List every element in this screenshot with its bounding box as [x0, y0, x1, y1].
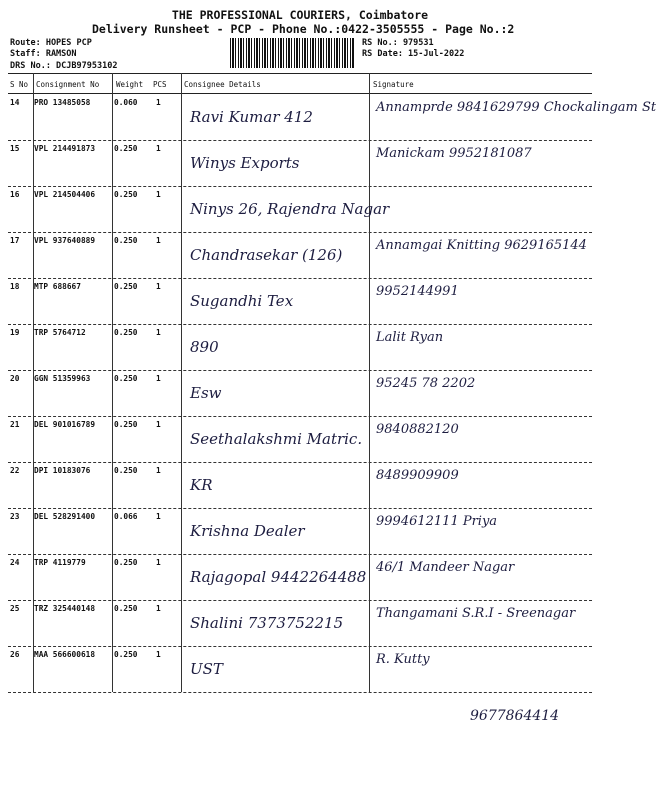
row-consignment-no: DEL 901016789: [34, 420, 96, 429]
row-sno: 18: [10, 282, 20, 291]
table-row: [8, 646, 592, 693]
row-weight: 0.250: [114, 282, 138, 291]
row-pcs: 1: [156, 466, 161, 475]
row-consignee-handwriting: Shalini 7373752215: [190, 614, 344, 632]
row-signature-handwriting: R. Kutty: [376, 652, 430, 667]
runsheet-subtitle: Delivery Runsheet - PCP - Phone No.:0422-3505555 - Page No.:2: [92, 22, 515, 36]
row-consignee-handwriting: Chandrasekar (126): [190, 246, 343, 264]
barcode: [230, 38, 355, 68]
rs-number: RS No.: 979531: [362, 38, 434, 48]
row-weight: 0.250: [114, 650, 138, 659]
row-consignment-no: MTP 688667: [34, 282, 81, 291]
row-consignee-handwriting: Rajagopal 9442264488: [190, 568, 367, 586]
row-consignee-handwriting: Winys Exports: [190, 154, 300, 172]
drs-number: DRS No.: DCJB97953102: [10, 61, 118, 71]
row-sno: 14: [10, 98, 20, 107]
row-sno: 25: [10, 604, 20, 613]
table-row: [8, 462, 592, 509]
table-row: [8, 140, 592, 187]
row-weight: 0.250: [114, 604, 138, 613]
row-pcs: 1: [156, 604, 161, 613]
row-weight: 0.250: [114, 466, 138, 475]
row-pcs: 1: [156, 190, 161, 199]
row-consignment-no: VPL 937640889: [34, 236, 96, 245]
col-consignment: Consignment No: [36, 80, 100, 89]
staff-label: Staff: RAMSON: [10, 49, 77, 59]
table-row: [8, 508, 592, 555]
row-pcs: 1: [156, 236, 161, 245]
table-row: [8, 600, 592, 647]
row-sno: 15: [10, 144, 20, 153]
row-consignee-handwriting: UST: [190, 660, 223, 678]
col-sno: S No: [10, 80, 29, 89]
row-pcs: 1: [156, 558, 161, 567]
row-sno: 16: [10, 190, 20, 199]
row-signature-handwriting: 8489909909: [376, 468, 459, 483]
row-consignee-handwriting: 890: [190, 338, 219, 356]
handwritten-phone: 9677864414: [470, 708, 560, 724]
row-weight: 0.250: [114, 236, 138, 245]
col-weight: Weight: [116, 80, 144, 89]
row-consignee-handwriting: Ravi Kumar 412: [190, 108, 313, 126]
row-signature-handwriting: Thangamani S.R.I - Sreenagar: [376, 606, 576, 621]
row-signature-handwriting: Annamgai Knitting 9629165144: [376, 238, 587, 253]
row-pcs: 1: [156, 374, 161, 383]
row-pcs: 1: [156, 328, 161, 337]
row-sno: 23: [10, 512, 20, 521]
table-row: [8, 416, 592, 463]
row-consignee-handwriting: KR: [190, 476, 213, 494]
row-consignee-handwriting: Krishna Dealer: [190, 522, 305, 540]
row-consignment-no: DEL 528291400: [34, 512, 96, 521]
row-weight: 0.250: [114, 328, 138, 337]
row-signature-handwriting: Annamprde 9841629799 Chockalingam St: [376, 100, 656, 115]
row-weight: 0.066: [114, 512, 138, 521]
row-weight: 0.250: [114, 420, 138, 429]
row-sno: 22: [10, 466, 20, 475]
row-signature-handwriting: Manickam 9952181087: [376, 146, 532, 161]
table-row: [8, 186, 592, 233]
rs-date: RS Date: 15-Jul-2022: [362, 49, 465, 59]
row-consignment-no: PRO 13485058: [34, 98, 91, 107]
table-row: [8, 324, 592, 371]
row-consignment-no: VPL 214504406: [34, 190, 96, 199]
row-pcs: 1: [156, 650, 161, 659]
row-weight: 0.060: [114, 98, 138, 107]
row-signature-handwriting: 9840882120: [376, 422, 459, 437]
row-consignee-handwriting: Seethalakshmi Matric.: [190, 430, 363, 448]
table-row: [8, 278, 592, 325]
row-sno: 20: [10, 374, 20, 383]
row-pcs: 1: [156, 420, 161, 429]
row-consignment-no: MAA 566600618: [34, 650, 96, 659]
row-pcs: 1: [156, 98, 161, 107]
row-consignment-no: GGN 51359963: [34, 374, 91, 383]
row-signature-handwriting: 46/1 Mandeer Nagar: [376, 560, 515, 575]
row-sno: 26: [10, 650, 20, 659]
table-row: [8, 232, 592, 279]
row-weight: 0.250: [114, 558, 138, 567]
row-sno: 17: [10, 236, 20, 245]
row-pcs: 1: [156, 144, 161, 153]
table-row: [8, 370, 592, 417]
row-signature-handwriting: 9952144991: [376, 284, 459, 299]
route-label: Route: HOPES PCP: [10, 38, 92, 48]
row-signature-handwriting: Lalit Ryan: [376, 330, 444, 345]
row-signature-handwriting: 95245 78 2202: [376, 376, 476, 391]
table-row: [8, 554, 592, 601]
row-weight: 0.250: [114, 190, 138, 199]
row-weight: 0.250: [114, 144, 138, 153]
row-sno: 21: [10, 420, 20, 429]
row-pcs: 1: [156, 512, 161, 521]
col-consignee: Consignee Details: [184, 80, 261, 89]
row-consignee-handwriting: Sugandhi Tex: [190, 292, 294, 310]
row-consignment-no: TRP 5764712: [34, 328, 86, 337]
row-sno: 24: [10, 558, 20, 567]
row-consignment-no: VPL 214491873: [34, 144, 96, 153]
col-pcs: PCS: [153, 80, 167, 89]
col-signature: Signature: [373, 80, 414, 89]
company-title: THE PROFESSIONAL COURIERS, Coimbatore: [171, 8, 429, 22]
row-weight: 0.250: [114, 374, 138, 383]
row-consignment-no: TRZ 325440148: [34, 604, 96, 613]
row-consignment-no: TRP 4119779: [34, 558, 86, 567]
table-top-rule: [8, 73, 592, 74]
row-signature-handwriting: 9994612111 Priya: [376, 514, 498, 529]
row-sno: 19: [10, 328, 20, 337]
row-consignment-no: DPI 10183076: [34, 466, 91, 475]
row-pcs: 1: [156, 282, 161, 291]
row-consignee-handwriting: Esw: [190, 384, 222, 402]
row-consignee-handwriting: Ninys 26, Rajendra Nagar: [190, 200, 390, 218]
table-row: [8, 94, 656, 141]
